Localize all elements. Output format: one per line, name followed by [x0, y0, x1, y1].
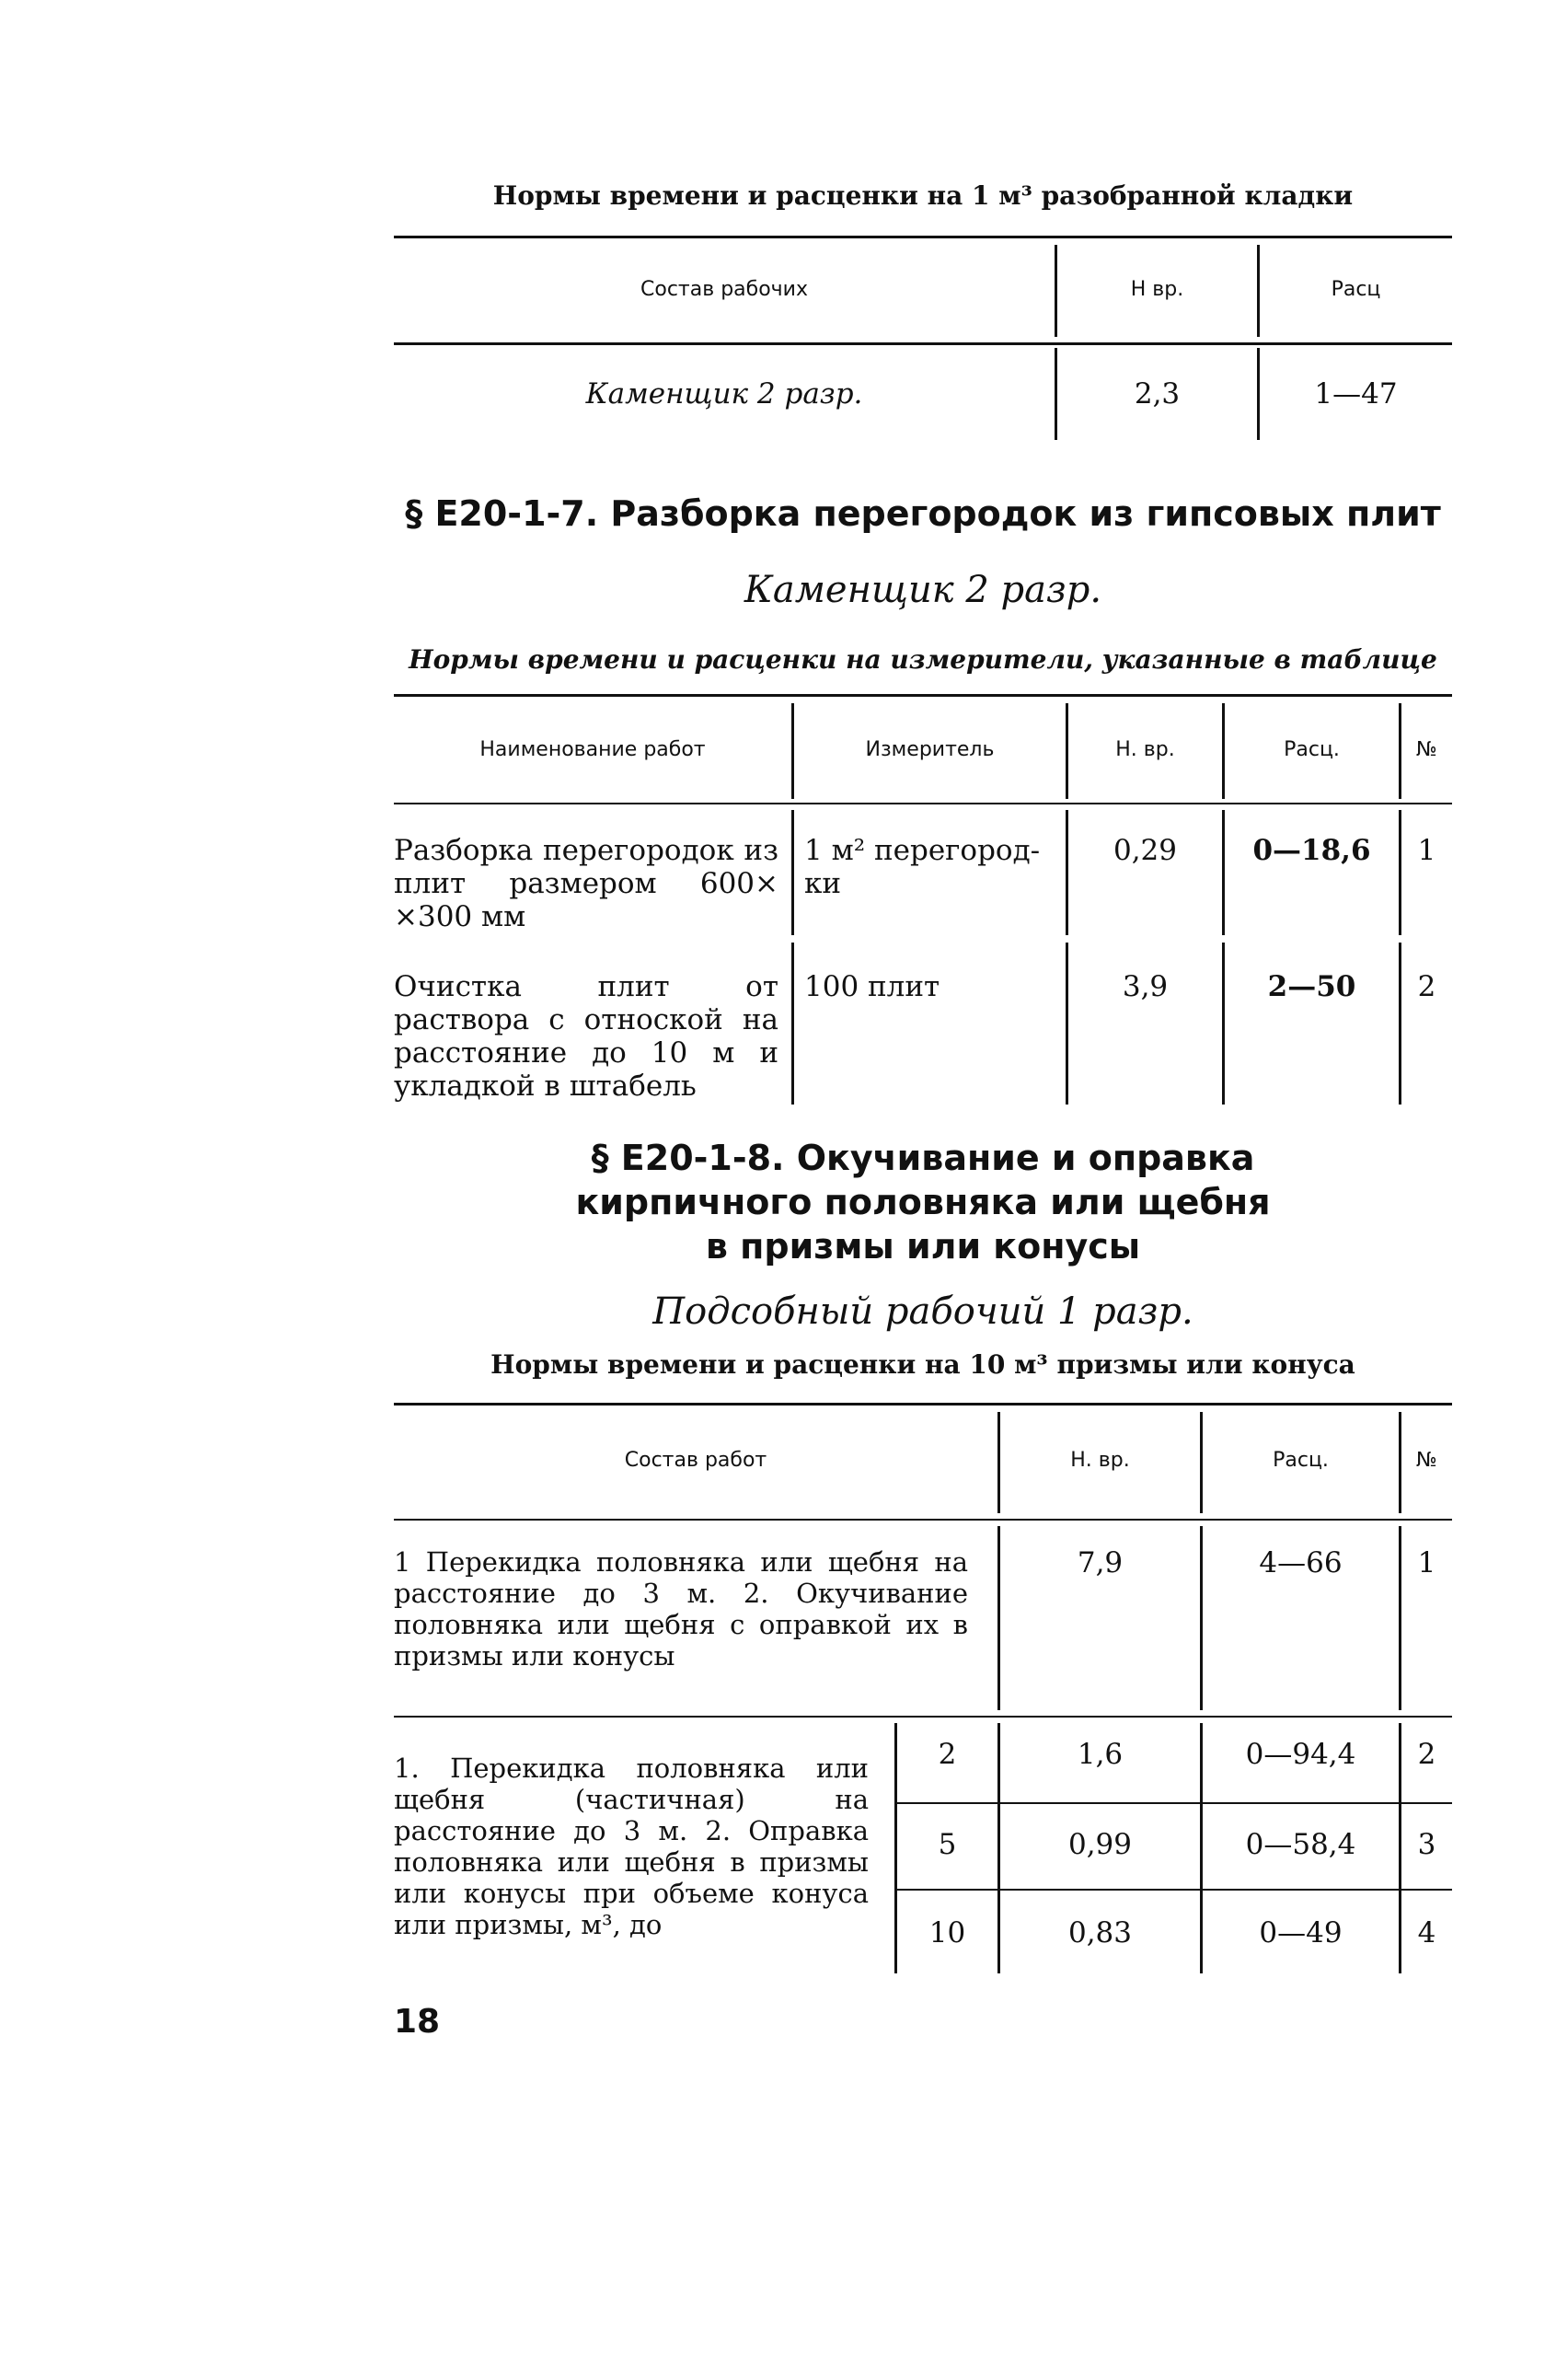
table2-header-unit: Измеритель: [865, 738, 995, 761]
table2-row1-rasc: 0—18,6: [1252, 834, 1371, 867]
section8-caption: Нормы времени и расценки на 10 м³ призмы или конуса: [490, 1349, 1355, 1380]
table3-sub2-vol: 5: [938, 1828, 957, 1861]
section7-title: § Е20-1-7. Разборка перегородок из гипсовых плит: [405, 493, 1441, 534]
table3-row1-text: 1 Перекидка половняка или щебня на расстояние до 3 м. 2. Окучивание половняка или щебня с оправкой их в призмы или конусы: [394, 1546, 968, 1672]
table3-sub2-nvr: 0,99: [1067, 1828, 1133, 1861]
table1-header-workers: Состав рабочих: [640, 278, 808, 301]
table3-sub1-rasc: 0—94,4: [1245, 1738, 1356, 1771]
section8-title-line3: в призмы или конусы: [705, 1226, 1141, 1267]
table3-header-rule: [394, 1519, 1452, 1521]
table1-header-rule: [394, 342, 1452, 345]
table2-divider: [1066, 943, 1068, 1105]
table3-sub-rule: [897, 1802, 1452, 1804]
table2-divider: [791, 810, 794, 935]
table3-top-rule: [394, 1403, 1452, 1406]
table1-nvr: 2,3: [1134, 377, 1181, 411]
table3-sub2-rasc: 0—58,4: [1245, 1828, 1356, 1861]
table3-sub-rule: [897, 1889, 1452, 1891]
table3-sub1-nvr: 1,6: [1077, 1738, 1124, 1771]
table2-row2-rasc: 2—50: [1267, 970, 1356, 1003]
table2-header-rule: [394, 803, 1452, 804]
table2-row1-nvr: 0,29: [1113, 834, 1178, 867]
section8-worker: Подсобный рабочий 1 разр.: [652, 1290, 1193, 1333]
section7-worker: Каменщик 2 разр.: [744, 569, 1102, 611]
table3-header-rasc: Расц.: [1273, 1449, 1329, 1472]
table2-top-rule: [394, 694, 1452, 697]
table2-row2-unit: 100 плит: [804, 970, 940, 1003]
section8-title-line1: § Е20-1-8. Окучивание и оправка: [591, 1138, 1255, 1178]
table2-divider: [1399, 810, 1401, 935]
table1-header-nvr: Н вр.: [1130, 278, 1184, 301]
table3-sub1-vol: 2: [938, 1738, 957, 1771]
table3-group-text: 1. Перекидка половняка или щебня (частичная) на расстояние до 3 м. 2. Оправка половняка или щебня в призмы или конусы при объеме конуса или призмы, м³, до: [394, 1753, 869, 1940]
table1-caption: Нормы времени и расценки на 1 м³ разобранной кладки: [492, 180, 1354, 211]
table3-row1-num: 1: [1417, 1546, 1436, 1579]
table3-sub3-num: 4: [1417, 1916, 1436, 1949]
table2-divider: [1222, 810, 1225, 935]
table3-sub3-rasc: 0—49: [1259, 1916, 1343, 1949]
table1-rasc: 1—47: [1314, 377, 1398, 411]
table3-row1-rule: [394, 1716, 1452, 1718]
table2-row1-name: Разборка перегородок из плит размером 600× ×300 мм: [394, 834, 778, 933]
table2-header-num: №: [1416, 738, 1437, 761]
table3-header-work: Состав работ: [624, 1449, 767, 1472]
table1-worker: Каменщик 2 разр.: [585, 377, 863, 411]
table2-row1-num: 1: [1417, 834, 1436, 867]
table3-header-nvr: Н. вр.: [1070, 1449, 1130, 1472]
section8-title-line2: кирпичного половняка или щебня: [575, 1182, 1271, 1222]
table2-header-rasc: Расц.: [1284, 738, 1340, 761]
table2-row2-name: Очистка плит от раствора с отноской на расстояние до 10 м и укладкой в штабель: [394, 970, 778, 1103]
table2-divider: [791, 943, 794, 1105]
table2-divider: [1066, 810, 1068, 935]
section7-caption: Нормы времени и расценки на измерители, указанные в таблице: [409, 644, 1437, 675]
table2-row2-nvr: 3,9: [1122, 970, 1169, 1003]
table3-row1-rasc: 4—66: [1259, 1546, 1343, 1579]
table2-divider: [1222, 943, 1225, 1105]
table3-sub3-vol: 10: [928, 1916, 966, 1949]
table2-header-name: Наименование работ: [479, 738, 706, 761]
table1-header-rasc: Расц: [1331, 278, 1381, 301]
table2-row1-unit: 1 м² перегородки: [804, 834, 1041, 900]
table3-sub2-num: 3: [1417, 1828, 1436, 1861]
table3-sub3-nvr: 0,83: [1067, 1916, 1133, 1949]
table2-row2-num: 2: [1417, 970, 1436, 1003]
table1-top-rule: [394, 236, 1452, 238]
table3-sub1-num: 2: [1417, 1738, 1436, 1771]
page-number: 18: [394, 2003, 441, 2041]
table3-header-num: №: [1416, 1449, 1437, 1472]
table3-row1-nvr: 7,9: [1077, 1546, 1124, 1579]
table2-divider: [1399, 943, 1401, 1105]
table2-header-nvr: Н. вр.: [1115, 738, 1175, 761]
